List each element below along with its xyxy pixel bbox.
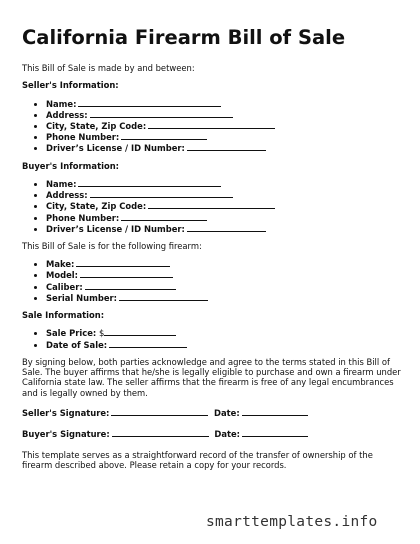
sale-price-field: • Sale Price: $ xyxy=(46,327,402,338)
firearm-model-field: • Model: xyxy=(46,269,402,280)
buyer-address-line[interactable] xyxy=(90,189,233,198)
seller-phone-field: • Phone Number: xyxy=(46,131,402,142)
firearm-fields xyxy=(22,258,402,303)
document-page xyxy=(22,26,402,470)
buyer-city-line[interactable] xyxy=(148,200,275,209)
buyer-heading: Buyer's Information: xyxy=(22,160,120,171)
firearm-serial-field: • Serial Number: xyxy=(46,292,402,303)
sale-heading: Sale Information: xyxy=(22,310,105,321)
seller-phone-line[interactable] xyxy=(121,131,207,140)
seller-signature-row: Seller's Signature: Date: xyxy=(22,407,402,418)
seller-license-line[interactable] xyxy=(187,142,266,151)
buyer-name-line[interactable] xyxy=(78,178,221,187)
buyer-name-field: • Name: xyxy=(46,178,402,189)
seller-fields xyxy=(22,98,402,154)
footer-watermark: smarttemplates.info xyxy=(206,514,378,530)
seller-address-line[interactable] xyxy=(90,109,233,118)
closing-text: This template serves as a straightforward record of the transfer of ownership of the firearm described above. Please retain a copy for your records. xyxy=(22,449,373,470)
seller-signature-line[interactable] xyxy=(111,407,208,416)
buyer-phone-field: • Phone Number: xyxy=(46,212,402,223)
sale-date-field: • Date of Sale: xyxy=(46,339,402,350)
sale-price-line[interactable] xyxy=(104,327,176,336)
firearm-make-line[interactable] xyxy=(76,258,170,267)
firearm-caliber-line[interactable] xyxy=(85,281,176,290)
seller-city-field: • City, State, Zip Code: xyxy=(46,120,402,131)
buyer-license-field: • Driver’s License / ID Number: xyxy=(46,223,402,234)
firearm-make-field: • Make: xyxy=(46,258,402,269)
buyer-date-line[interactable] xyxy=(242,428,308,437)
seller-license-field: • Driver’s License / ID Number: xyxy=(46,142,402,153)
buyer-signature-row: Buyer's Signature: Date: xyxy=(22,428,402,439)
buyer-fields xyxy=(22,178,402,234)
seller-heading: Seller's Information: xyxy=(22,80,119,91)
seller-city-line[interactable] xyxy=(148,120,275,129)
intro-text: This Bill of Sale is made by and between: xyxy=(22,63,195,73)
buyer-signature-line[interactable] xyxy=(112,428,209,437)
firearm-intro-text: This Bill of Sale is for the following firearm: xyxy=(22,240,202,251)
agreement-text: By signing below, both parties acknowledge and agree to the terms stated in this Bill of Sale. The buyer affirms that he/she is legally eligible to purchase and own a firearm under California state law. The seller affirms that the firearm is free of any legal encumbrances and is legally owned by them. xyxy=(22,356,401,398)
seller-date-line[interactable] xyxy=(242,407,308,416)
sale-date-line[interactable] xyxy=(109,339,187,348)
seller-name-field: • Name: xyxy=(46,98,402,109)
firearm-caliber-field: • Caliber: xyxy=(46,281,402,292)
buyer-phone-line[interactable] xyxy=(121,212,207,221)
buyer-license-line[interactable] xyxy=(187,223,266,232)
buyer-address-field: • Address: xyxy=(46,189,402,200)
firearm-serial-line[interactable] xyxy=(119,292,208,301)
sale-fields xyxy=(22,327,402,349)
buyer-city-field: • City, State, Zip Code: xyxy=(46,200,402,211)
firearm-model-line[interactable] xyxy=(80,269,173,278)
seller-address-field: • Address: xyxy=(46,109,402,120)
seller-name-line[interactable] xyxy=(78,98,221,107)
document-title: California Firearm Bill of Sale xyxy=(22,26,346,49)
